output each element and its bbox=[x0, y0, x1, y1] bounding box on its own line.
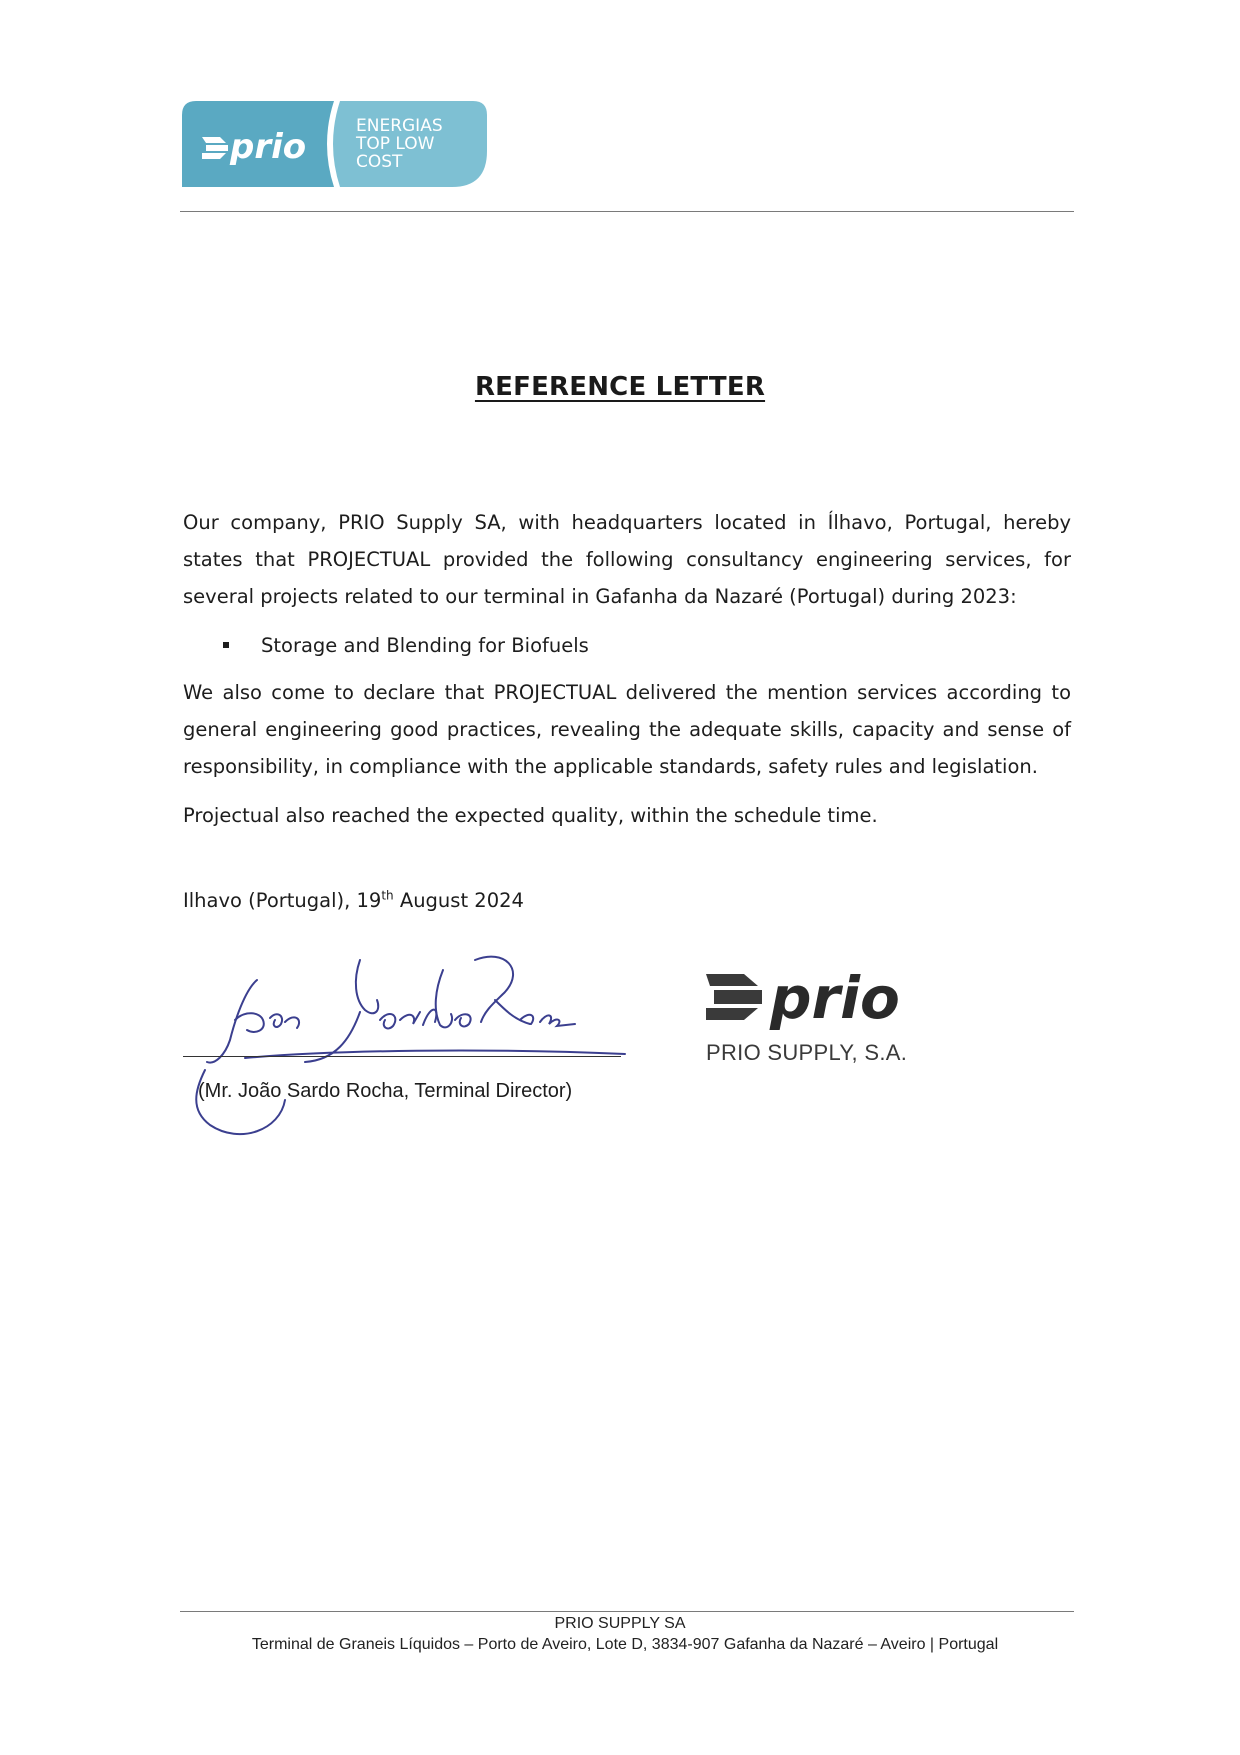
footer-company: PRIO SUPPLY SA bbox=[554, 1615, 686, 1632]
footer-address: Terminal de Graneis Líquidos – Porto de Aveiro, Lote D, 3834-907 Gafanha da Nazaré – Aveiro | Portugal bbox=[251, 1636, 999, 1653]
logo-tagline-2: TOP LOW bbox=[356, 134, 435, 154]
header-divider bbox=[180, 211, 1074, 212]
handwritten-signature bbox=[185, 950, 695, 1140]
prio-stamp-logo bbox=[704, 960, 924, 1030]
stamp-brand-text: prio bbox=[770, 964, 900, 1030]
bullet-list-item bbox=[183, 627, 589, 664]
stamp-company-name: PRIO SUPPLY, S.A. bbox=[706, 1040, 908, 1065]
logo-brand-text: prio bbox=[230, 127, 307, 167]
paragraph-quality: Projectual also reached the expected quality, within the schedule time. bbox=[183, 804, 878, 827]
signature-line bbox=[183, 1056, 621, 1057]
logo-tagline-3: COST bbox=[356, 152, 403, 172]
footer-divider bbox=[180, 1611, 1074, 1612]
prio-energias-logo bbox=[182, 101, 487, 187]
date-line: Ilhavo (Portugal), 19th August 2024 bbox=[183, 888, 524, 912]
bullet-text: Storage and Blending for Biofuels bbox=[261, 634, 589, 657]
bullet-square-icon bbox=[223, 642, 229, 648]
document-title: REFERENCE LETTER bbox=[474, 372, 766, 402]
paragraph-intro: Our company, PRIO Supply SA, with headquarters located in Ílhavo, Portugal, hereby states that PROJECTUAL provided the following consultancy engineering services, for several projects related to our terminal in Gafanha da Nazaré (Portugal) during 2023: bbox=[183, 511, 1071, 608]
paragraph-declaration: We also come to declare that PROJECTUAL delivered the mention services according to general engineering good practices, revealing the adequate skills, capacity and sense of responsibility, in compliance with the applicable standards, safety rules and legislation. bbox=[183, 681, 1071, 778]
logo-tagline-1: ENERGIAS bbox=[356, 116, 443, 136]
signer-name: (Mr. João Sardo Rocha, Terminal Director) bbox=[198, 1080, 573, 1102]
